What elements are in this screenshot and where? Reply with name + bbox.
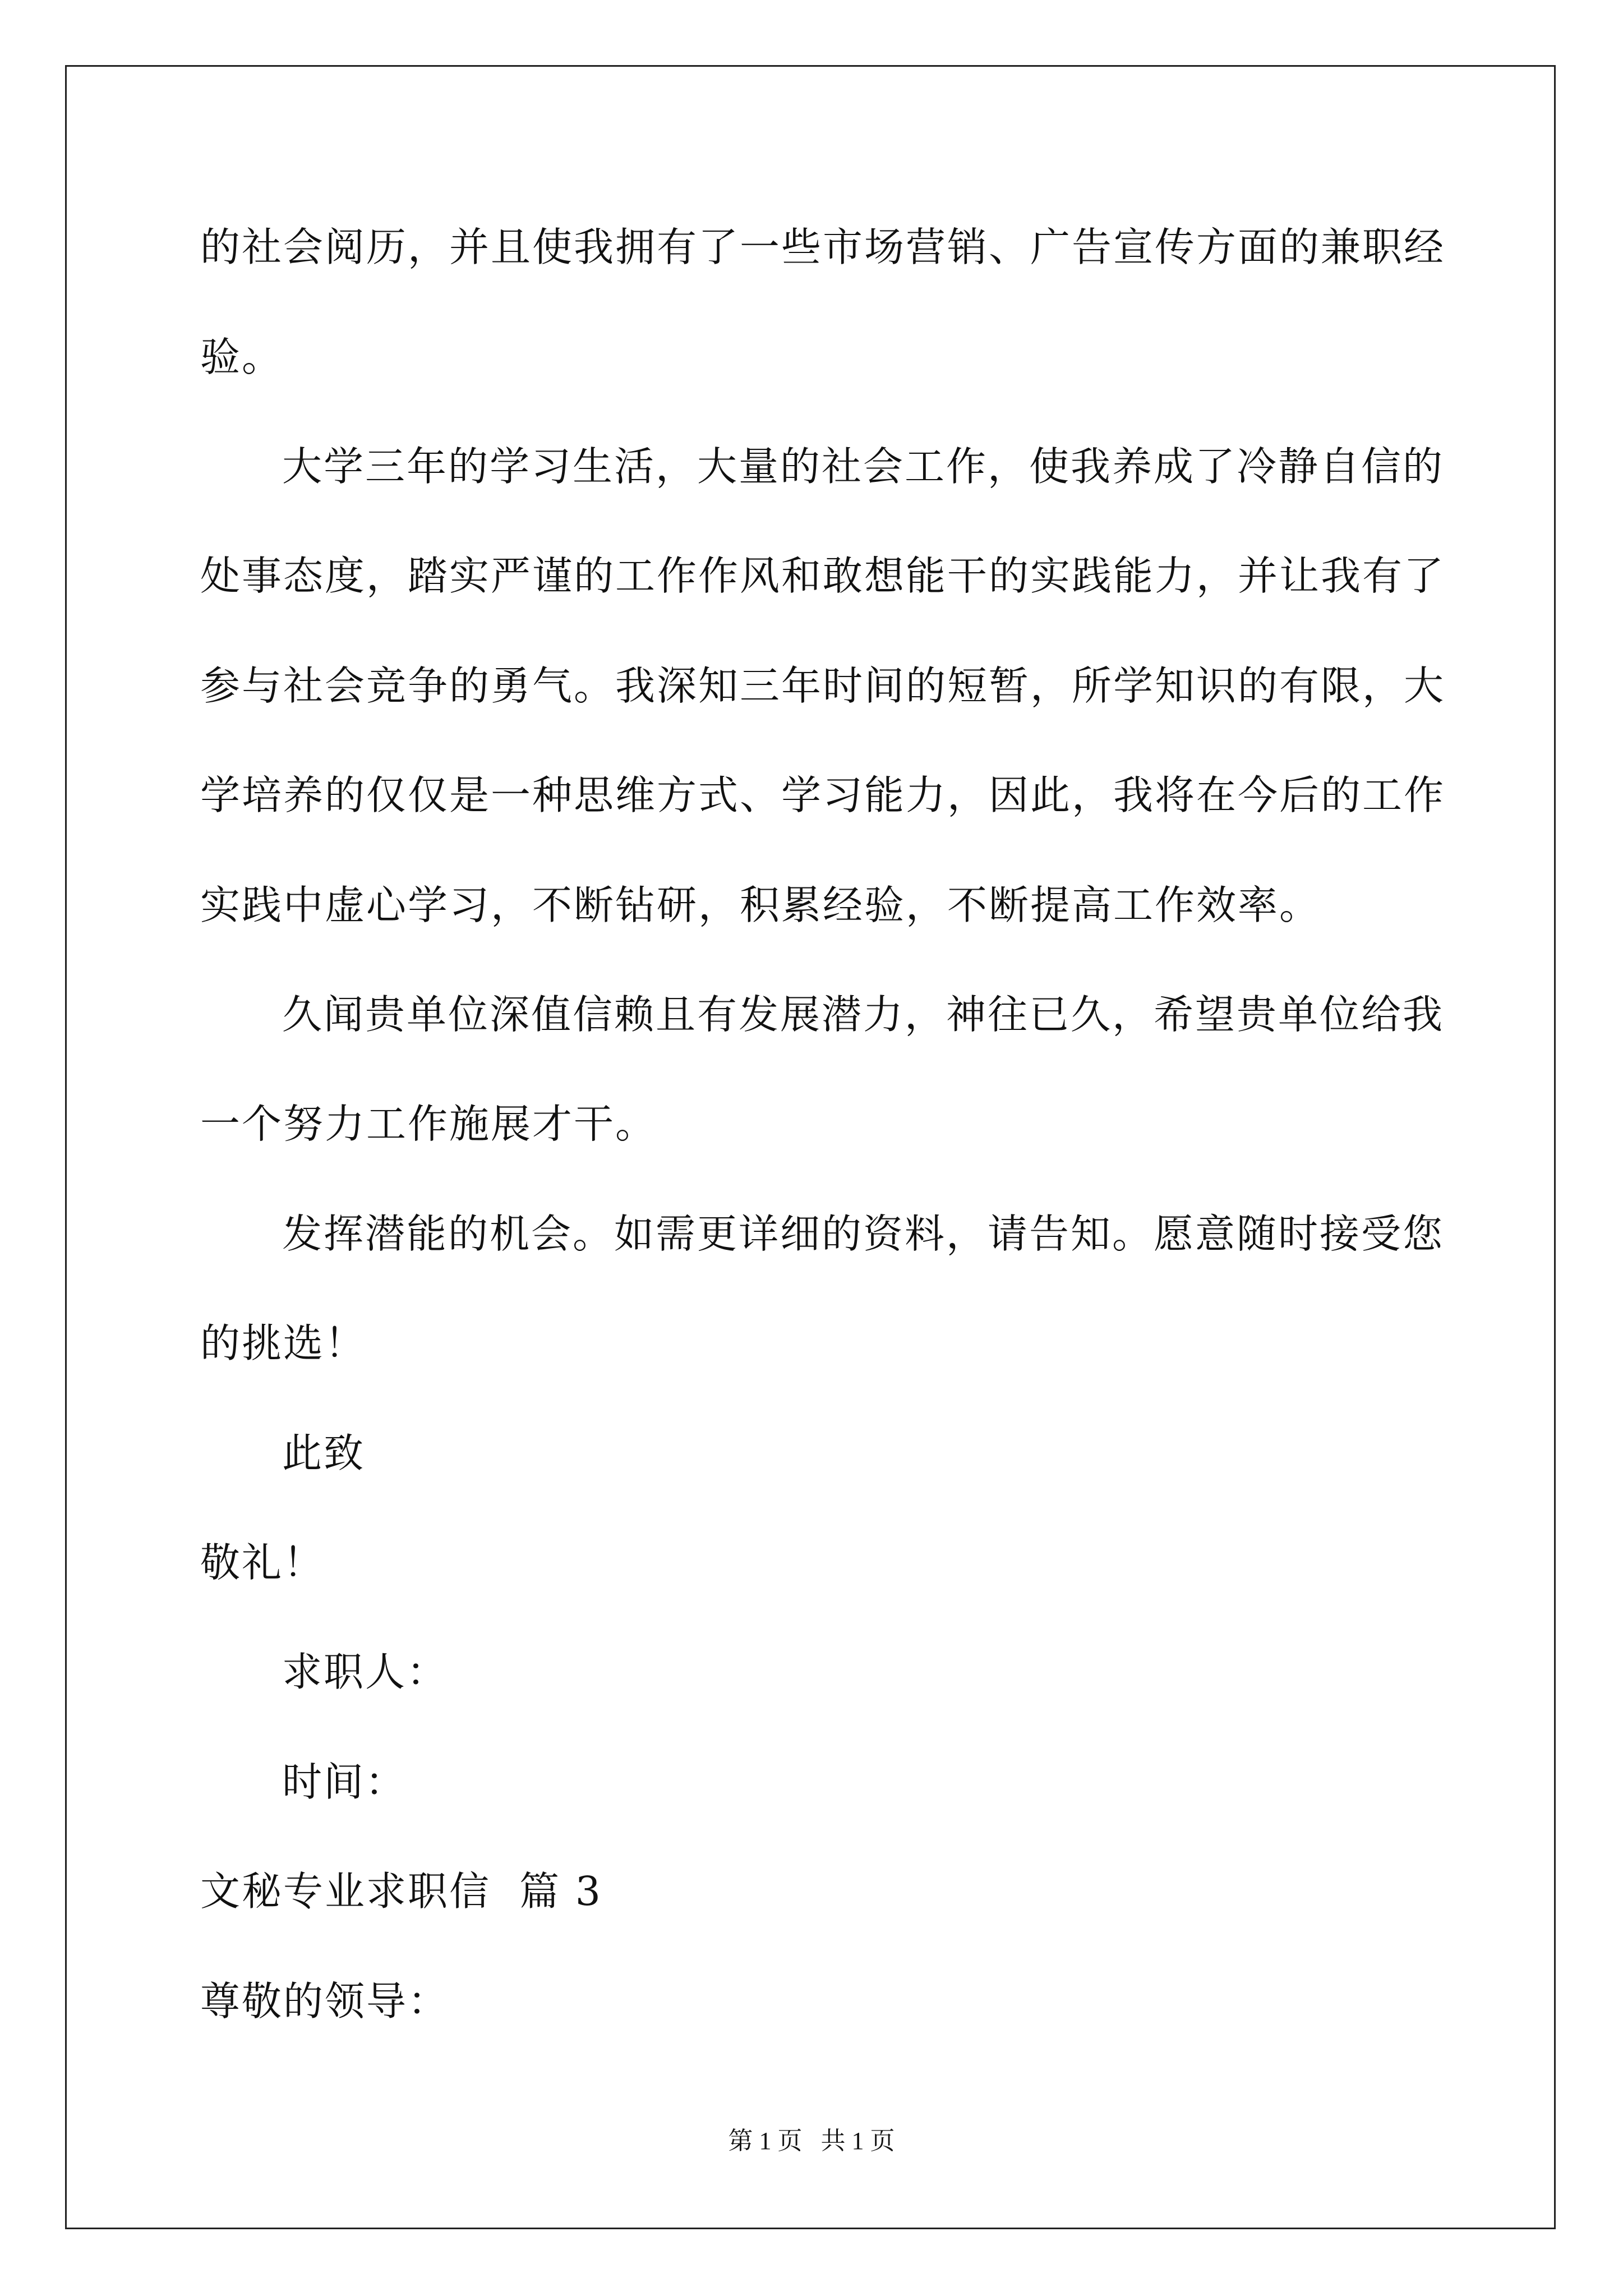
body-line: 实践中虚心学习，不断钻研，积累经验，不断提高工作效率。: [200, 882, 1321, 928]
salutation-line: 此致: [282, 1430, 366, 1476]
section-heading: 文秘专业求职信 篇 3: [200, 1868, 602, 1915]
paragraph-first-line: 久闻贵单位深值信赖且有发展潜力，神往已久，希望贵单位给我: [282, 991, 1445, 1038]
paragraph-first-line: 大学三年的学习生活，大量的社会工作，使我养成了冷静自信的: [282, 443, 1445, 490]
paragraph-first-line: 发挥潜能的机会。如需更详细的资料，请告知。愿意随时接受您: [282, 1211, 1445, 1257]
body-line: 参与社会竞争的勇气。我深知三年时间的短暂，所学知识的有限，大: [200, 662, 1446, 709]
date-label: 时间：: [282, 1759, 407, 1805]
applicant-label: 求职人：: [282, 1649, 449, 1695]
page-footer: 第 1 页 共 1 页: [728, 2127, 895, 2155]
body-line: 一个努力工作施展才干。: [200, 1101, 657, 1147]
greeting-line: 尊敬的领导：: [200, 1978, 450, 2024]
body-line: 验。: [200, 334, 284, 380]
body-line: 的社会阅历，并且使我拥有了一些市场营销、广告宣传方面的兼职经: [200, 224, 1446, 270]
body-line: 处事态度，踏实严谨的工作作风和敢想能干的实践能力，并让我有了: [200, 553, 1446, 599]
body-line: 的挑选！: [200, 1320, 367, 1366]
body-line: 学培养的仅仅是一种思维方式、学习能力，因此，我将在今后的工作: [200, 772, 1446, 818]
salutation-line: 敬礼！: [200, 1539, 325, 1586]
